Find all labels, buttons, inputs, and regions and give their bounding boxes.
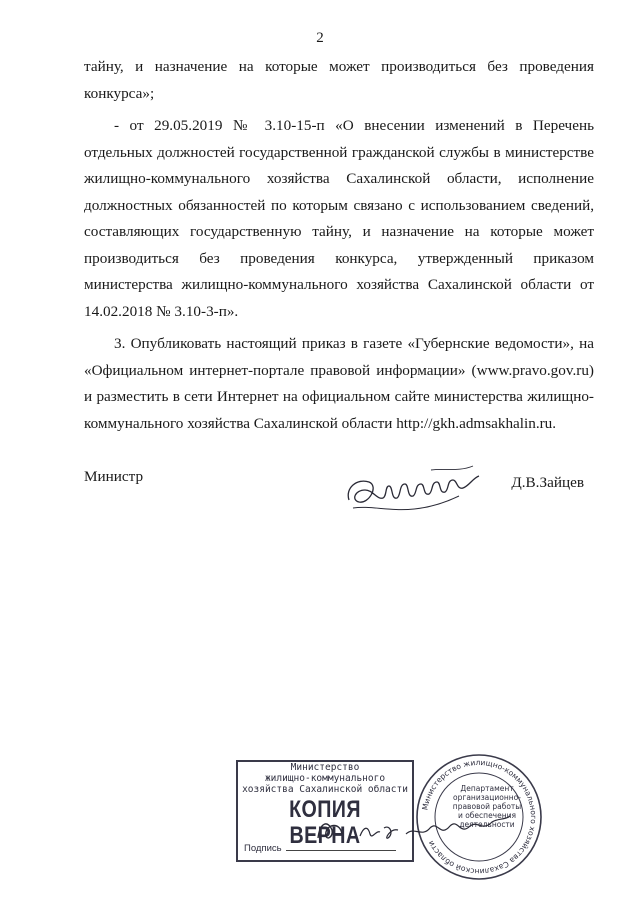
seal-ring-text: Министерство жилищно-коммунального хозяйства Сахалинской области <box>420 757 539 877</box>
paragraph-order-reference: - от 29.05.2019 № 3.10-15-п «О внесении изменений в Перечень отдельных должностей государственной гражданской службы в министерстве жилищно-коммунального хозяйства Сахалинской области, исполнение должностных обязанностей по которым связано с использованием сведений, составляющих государственную тайну, и назначение на которые может производиться без проведения конкурса, утвержденный приказом министерства жилищно-коммунального хозяйства Сахалинской области от 14.02.2018 № 3.10-3-п». <box>84 117 594 320</box>
stamp-certified-copy: КОПИЯ ВЕРНА <box>289 796 361 849</box>
stamp-line-region: хозяйства Сахалинской области <box>242 784 408 795</box>
seal-center-line: Департамент <box>460 784 514 793</box>
signer-title: Министр <box>84 468 144 485</box>
stamp-line-housing: жилищно-коммунального <box>264 773 386 784</box>
paragraph-continuation: тайну, и назначение на которые может производиться без проведения конкурса»; <box>84 58 594 102</box>
stamp-signature-line <box>286 850 396 851</box>
seal-center-line: и обеспечения <box>457 811 517 820</box>
seal-center-line: организационно- <box>453 793 521 802</box>
stamp-signature-label: Подпись <box>244 843 282 854</box>
seal-center-line: деятельности <box>459 820 515 829</box>
document-body <box>84 54 594 437</box>
paragraph-publication: 3. Опубликовать настоящий приказ в газете «Губернские ведомости», на «Официальном интернет-портале правовой информации» (www.pravo.gov.ru) и разместить в сети Интернет на официальном сайте министерства жилищно-коммунального хозяйства Сахалинской области http://gkh.admsakhalin.ru. <box>84 335 594 432</box>
stamp-line-ministry: Министерство <box>290 762 360 773</box>
handwritten-signature <box>339 460 499 540</box>
signature-block <box>84 460 594 550</box>
seal-center-line: правовой работы <box>452 802 522 811</box>
page-number: 2 <box>316 30 324 46</box>
stamp-handwritten-signature <box>310 808 520 848</box>
signer-name: Д.В.Зайцев <box>511 474 584 491</box>
